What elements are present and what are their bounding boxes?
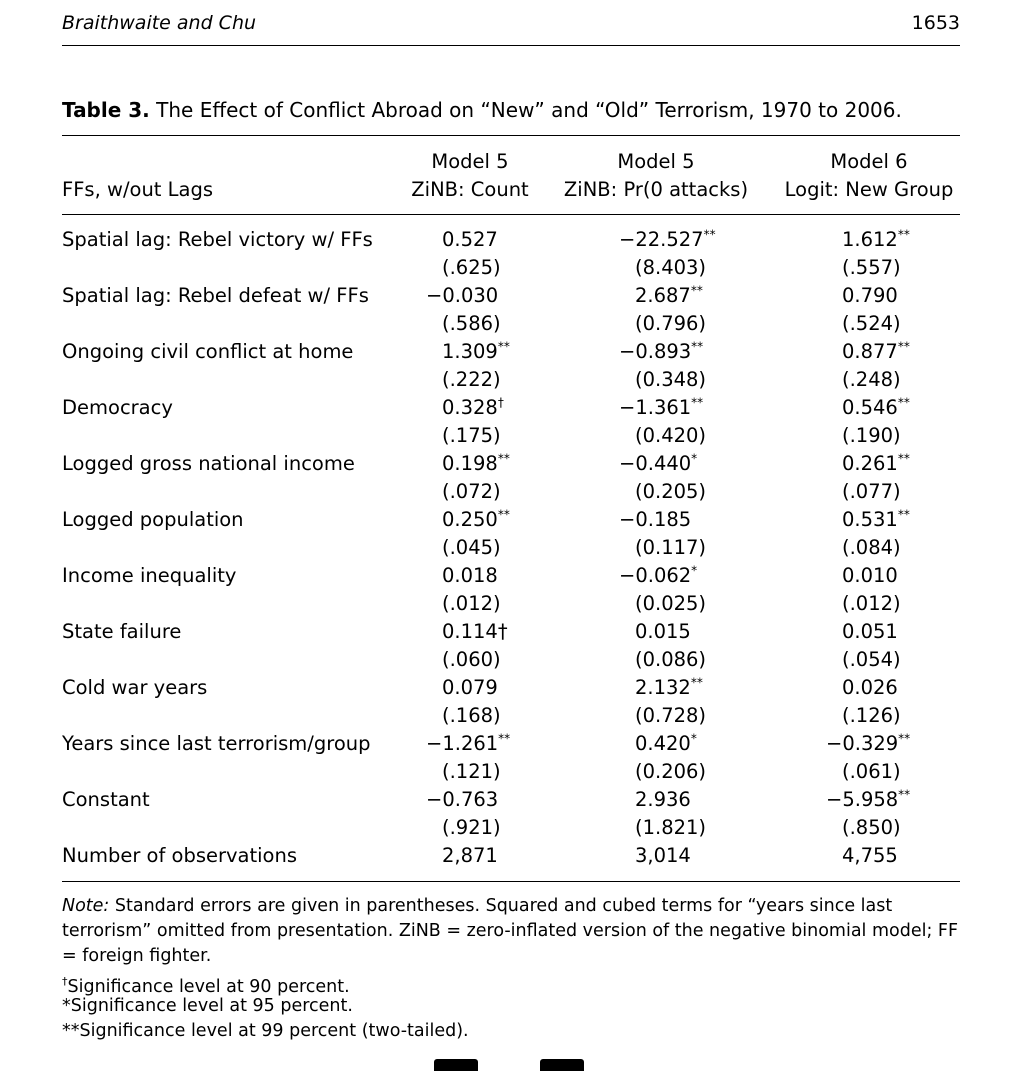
- coefficient-cell: [619, 394, 703, 422]
- standard-error-cell: (.121): [442, 760, 501, 783]
- coefficient-value: 0.114†: [442, 620, 508, 643]
- coefficient-value: 0.079: [442, 676, 498, 699]
- significance-mark: *: [691, 563, 698, 578]
- standard-error-cell: (.190): [842, 424, 901, 447]
- footnote-mark: †: [62, 975, 68, 988]
- table-caption-label: Table 3.: [62, 98, 150, 122]
- standard-error-cell: (0.206): [635, 760, 707, 783]
- coefficient-cell: [635, 674, 703, 702]
- significance-mark: **: [703, 227, 716, 242]
- standard-error-cell: (.921): [442, 816, 501, 839]
- standard-error-cell: (.248): [842, 368, 901, 391]
- standard-error-cell: (.222): [442, 368, 501, 391]
- coefficient-cell: [619, 506, 691, 534]
- standard-error-cell: (.060): [442, 648, 501, 671]
- significance-mark: **: [497, 451, 510, 466]
- coefficient-cell: [442, 674, 498, 702]
- table-caption-text: The Effect of Conflict Abroad on “New” and “Old” Terrorism, 1970 to 2006.: [149, 98, 902, 122]
- coefficient-cell: [842, 562, 898, 590]
- row-label: Spatial lag: Rebel defeat w/ FFs: [62, 284, 369, 307]
- coefficient-cell: [619, 450, 697, 478]
- significance-mark: **: [898, 787, 911, 802]
- significance-mark: **: [897, 227, 910, 242]
- footnote-95: [62, 994, 353, 1019]
- coefficient-value: 1.309: [442, 340, 498, 363]
- coefficient-value: 0.328: [442, 396, 498, 419]
- standard-error-cell: (.126): [842, 704, 901, 727]
- coefficient-cell: [842, 338, 910, 366]
- coefficient-value: 2.936: [635, 788, 691, 811]
- coefficient-cell: [442, 226, 498, 254]
- coefficient-cell: [442, 562, 498, 590]
- coefficient-cell: [826, 786, 910, 814]
- coefficient-value: 0.250: [442, 508, 498, 531]
- coefficient-cell: [635, 786, 691, 814]
- coefficient-value: 0.261: [842, 452, 898, 475]
- significance-mark: **: [691, 395, 704, 410]
- standard-error-cell: (.077): [842, 480, 901, 503]
- column-header-model5-pr0-line1: Model 5: [617, 150, 695, 173]
- standard-error-cell: (0.205): [635, 480, 707, 503]
- coefficient-value: −0.062: [619, 564, 692, 587]
- row-label: Logged population: [62, 508, 244, 531]
- coefficient-value: 0.790: [842, 284, 898, 307]
- coefficient-value: −0.030: [426, 284, 499, 307]
- significance-mark: **: [498, 731, 511, 746]
- coefficient-value: 0.026: [842, 676, 898, 699]
- coefficient-value: 2.132: [635, 676, 691, 699]
- standard-error-cell: (.586): [442, 312, 501, 335]
- row-label: Income inequality: [62, 564, 237, 587]
- coefficient-cell: [442, 450, 510, 478]
- standard-error-cell: (.084): [842, 536, 901, 559]
- row-label: Logged gross national income: [62, 452, 355, 475]
- row-label: State failure: [62, 620, 182, 643]
- coefficient-cell: [426, 730, 510, 758]
- coefficient-cell: [842, 226, 910, 254]
- standard-error-cell: (0.086): [635, 648, 707, 671]
- coefficient-value: −0.763: [426, 788, 499, 811]
- observations-cell: 2,871: [442, 844, 498, 867]
- standard-error-cell: (.012): [442, 592, 501, 615]
- coefficient-cell: [826, 730, 910, 758]
- coefficient-value: −0.440: [619, 452, 692, 475]
- coefficient-value: 0.877: [842, 340, 898, 363]
- standard-error-cell: (1.821): [635, 816, 707, 839]
- standard-error-cell: (.054): [842, 648, 901, 671]
- standard-error-cell: (.850): [842, 816, 901, 839]
- coefficient-value: 0.531: [842, 508, 898, 531]
- coefficient-cell: [635, 618, 691, 646]
- standard-error-cell: (0.025): [635, 592, 707, 615]
- footnote-mark: **: [62, 1021, 80, 1041]
- running-header: [62, 12, 960, 46]
- coefficient-value: 0.051: [842, 620, 898, 643]
- note-lead: Note:: [62, 896, 110, 916]
- observations-cell: 3,014: [635, 844, 691, 867]
- standard-error-cell: (0.117): [635, 536, 707, 559]
- standard-error-cell: (.524): [842, 312, 901, 335]
- significance-mark: **: [897, 451, 910, 466]
- note-text: Standard errors are given in parentheses. Squared and cubed terms for “years since last terrorism” omitted from presentation. ZiNB = zero-inflated version of the negative binomial model; FF = foreign fighter.: [62, 896, 959, 966]
- coefficient-cell: [842, 506, 910, 534]
- coefficient-value: 0.420: [635, 732, 691, 755]
- row-label: Cold war years: [62, 676, 208, 699]
- coefficient-value: 0.198: [442, 452, 498, 475]
- coefficient-value: −0.893: [619, 340, 692, 363]
- coefficient-cell: [635, 730, 697, 758]
- standard-error-cell: (8.403): [635, 256, 707, 279]
- coefficient-cell: [442, 394, 504, 422]
- table-caption: [62, 98, 960, 122]
- significance-mark: **: [897, 395, 910, 410]
- coefficient-value: −22.527: [619, 228, 704, 251]
- coefficient-value: −0.329: [826, 732, 899, 755]
- table-note: [62, 894, 962, 969]
- row-label: Years since last terrorism/group: [62, 732, 371, 755]
- coefficient-value: −0.185: [619, 508, 692, 531]
- coefficient-cell: [442, 338, 510, 366]
- significance-mark: *: [691, 451, 698, 466]
- coefficient-cell: [842, 674, 898, 702]
- significance-mark: **: [690, 675, 703, 690]
- significance-mark: **: [897, 339, 910, 354]
- significance-mark: **: [691, 339, 704, 354]
- table-bottom-rule: [62, 881, 960, 882]
- observations-cell: 4,755: [842, 844, 898, 867]
- column-header-model6-line1: Model 6: [830, 150, 908, 173]
- significance-mark: †: [497, 395, 504, 410]
- table-top-rule: [62, 135, 960, 136]
- significance-mark: *: [690, 731, 697, 746]
- coefficient-cell: [442, 618, 508, 646]
- significance-mark: **: [497, 339, 510, 354]
- standard-error-cell: (0.420): [635, 424, 707, 447]
- coefficient-cell: [842, 394, 910, 422]
- row-label: Constant: [62, 788, 150, 811]
- coefficient-cell: [619, 226, 716, 254]
- standard-error-cell: (.072): [442, 480, 501, 503]
- coefficient-cell: [635, 282, 703, 310]
- coefficient-cell: [619, 338, 703, 366]
- significance-mark: **: [897, 507, 910, 522]
- column-header-model6-line2: Logit: New Group: [784, 178, 954, 201]
- coefficient-cell: [442, 506, 510, 534]
- coefficient-cell: [426, 786, 498, 814]
- column-header-model5-count-line1: Model 5: [431, 150, 509, 173]
- coefficient-value: 0.527: [442, 228, 498, 251]
- coefficient-value: 2.687: [635, 284, 691, 307]
- footnote-mark: *: [62, 996, 71, 1016]
- column-header-model5-count-line2: ZiNB: Count: [411, 178, 529, 201]
- row-label: Spatial lag: Rebel victory w/ FFs: [62, 228, 373, 251]
- coefficient-value: 0.546: [842, 396, 898, 419]
- coefficient-cell: [842, 618, 898, 646]
- stub-header: FFs, w/out Lags: [62, 178, 213, 201]
- coefficient-cell: [426, 282, 498, 310]
- coefficient-cell: [842, 450, 910, 478]
- table-header-rule: [62, 214, 960, 215]
- standard-error-cell: (.012): [842, 592, 901, 615]
- standard-error-cell: (0.796): [635, 312, 707, 335]
- column-header-model5-pr0-line2: ZiNB: Pr(0 attacks): [563, 178, 749, 201]
- coefficient-value: −1.261: [426, 732, 499, 755]
- standard-error-cell: (.061): [842, 760, 901, 783]
- footnote-99: [62, 1019, 469, 1044]
- footnote-text: Significance level at 90 percent.: [67, 976, 350, 997]
- footer-mark: [434, 1059, 478, 1071]
- standard-error-cell: (.168): [442, 704, 501, 727]
- row-label-observations: Number of observations: [62, 844, 298, 867]
- row-label: Democracy: [62, 396, 173, 419]
- coefficient-value: −1.361: [619, 396, 692, 419]
- footnote-text: Significance level at 95 percent.: [70, 996, 353, 1016]
- significance-mark: **: [690, 283, 703, 298]
- significance-mark: **: [497, 507, 510, 522]
- running-head-authors: Braithwaite and Chu: [62, 12, 257, 34]
- standard-error-cell: (0.728): [635, 704, 707, 727]
- coefficient-value: −5.958: [826, 788, 899, 811]
- coefficient-value: 0.015: [635, 620, 691, 643]
- standard-error-cell: (.557): [842, 256, 901, 279]
- standard-error-cell: (.045): [442, 536, 501, 559]
- significance-mark: **: [898, 731, 911, 746]
- coefficient-value: 0.018: [442, 564, 498, 587]
- footnote-text: Significance level at 99 percent (two-tailed).: [79, 1021, 469, 1041]
- coefficient-value: 1.612: [842, 228, 898, 251]
- standard-error-cell: (0.348): [635, 368, 707, 391]
- standard-error-cell: (.625): [442, 256, 501, 279]
- coefficient-value: 0.010: [842, 564, 898, 587]
- footer-mark: [540, 1059, 584, 1071]
- standard-error-cell: (.175): [442, 424, 501, 447]
- coefficient-cell: [842, 282, 898, 310]
- row-label: Ongoing civil conflict at home: [62, 340, 354, 363]
- page-number: 1653: [911, 12, 960, 34]
- coefficient-cell: [619, 562, 697, 590]
